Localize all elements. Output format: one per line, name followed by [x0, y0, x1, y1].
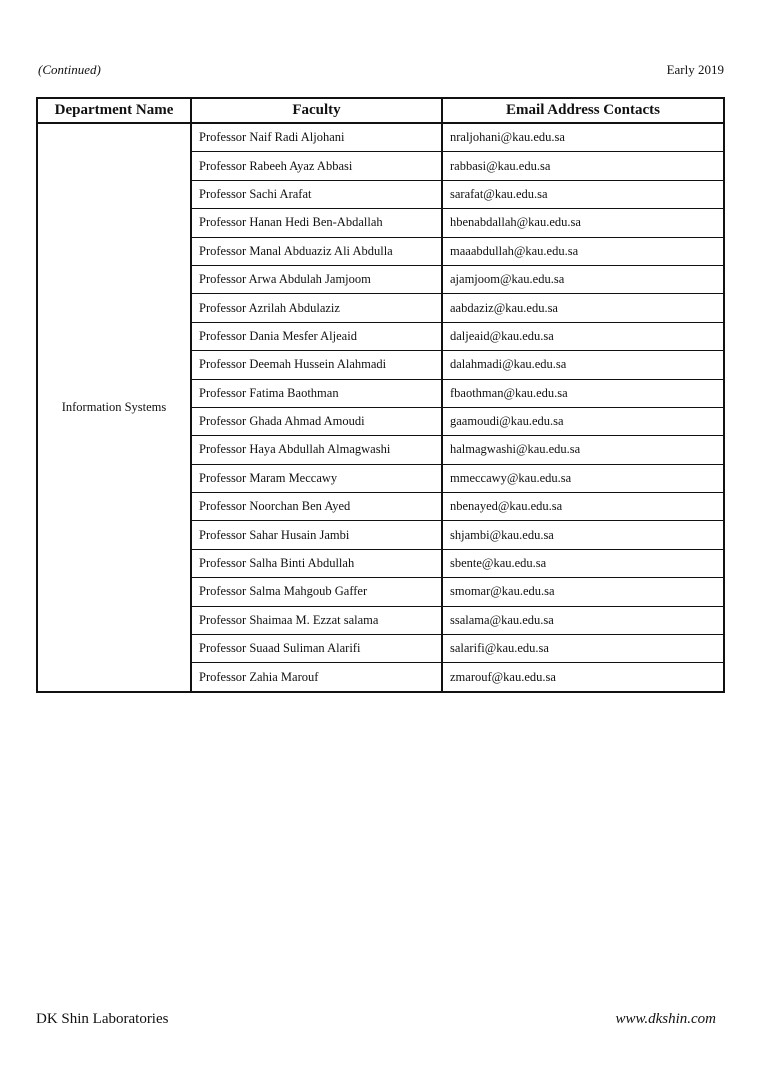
email-cell[interactable]: nbenayed@kau.edu.sa — [442, 493, 724, 521]
faculty-name-cell: Professor Manal Abduaziz Ali Abdulla — [191, 237, 442, 265]
table-row — [37, 123, 724, 152]
faculty-name-cell: Professor Ghada Ahmad Amoudi — [191, 407, 442, 435]
faculty-name-cell: Professor Naif Radi Aljohani — [191, 123, 442, 152]
faculty-name-cell: Professor Deemah Hussein Alahmadi — [191, 351, 442, 379]
email-cell[interactable]: halmagwashi@kau.edu.sa — [442, 436, 724, 464]
continued-label: (Continued) — [38, 62, 101, 77]
faculty-name-cell: Professor Maram Meccawy — [191, 464, 442, 492]
faculty-name-cell: Professor Suaad Suliman Alarifi — [191, 635, 442, 663]
faculty-name-cell: Professor Shaimaa M. Ezzat salama — [191, 606, 442, 634]
email-cell[interactable]: aabdaziz@kau.edu.sa — [442, 294, 724, 322]
email-cell[interactable]: ssalama@kau.edu.sa — [442, 606, 724, 634]
department-name-cell: Information Systems — [37, 123, 191, 692]
email-cell[interactable]: daljeaid@kau.edu.sa — [442, 322, 724, 350]
email-cell[interactable]: dalahmadi@kau.edu.sa — [442, 351, 724, 379]
email-cell[interactable]: ajamjoom@kau.edu.sa — [442, 265, 724, 293]
faculty-name-cell: Professor Fatima Baothman — [191, 379, 442, 407]
faculty-name-cell: Professor Rabeeh Ayaz Abbasi — [191, 152, 442, 180]
faculty-name-cell: Professor Zahia Marouf — [191, 663, 442, 692]
date-label: Early 2019 — [666, 62, 724, 77]
table-header-row — [37, 98, 724, 123]
email-cell[interactable]: zmarouf@kau.edu.sa — [442, 663, 724, 692]
column-header-email: Email Address Contacts — [442, 98, 724, 123]
email-cell[interactable]: smomar@kau.edu.sa — [442, 578, 724, 606]
email-cell[interactable]: gaamoudi@kau.edu.sa — [442, 407, 724, 435]
column-header-faculty: Faculty — [191, 98, 442, 123]
faculty-name-cell: Professor Azrilah Abdulaziz — [191, 294, 442, 322]
faculty-name-cell: Professor Salma Mahgoub Gaffer — [191, 578, 442, 606]
email-cell[interactable]: salarifi@kau.edu.sa — [442, 635, 724, 663]
faculty-directory-table — [36, 97, 725, 693]
email-cell[interactable]: hbenabdallah@kau.edu.sa — [442, 209, 724, 237]
footer-website-link[interactable]: www.dkshin.com — [615, 1011, 716, 1027]
faculty-name-cell: Professor Sahar Husain Jambi — [191, 521, 442, 549]
email-cell[interactable]: fbaothman@kau.edu.sa — [442, 379, 724, 407]
faculty-name-cell: Professor Haya Abdullah Almagwashi — [191, 436, 442, 464]
email-cell[interactable]: shjambi@kau.edu.sa — [442, 521, 724, 549]
email-cell[interactable]: sbente@kau.edu.sa — [442, 549, 724, 577]
faculty-name-cell: Professor Salha Binti Abdullah — [191, 549, 442, 577]
footer-publisher: DK Shin Laboratories — [36, 1011, 169, 1027]
column-header-department: Department Name — [37, 98, 191, 123]
email-cell[interactable]: maaabdullah@kau.edu.sa — [442, 237, 724, 265]
faculty-name-cell: Professor Sachi Arafat — [191, 180, 442, 208]
faculty-name-cell: Professor Noorchan Ben Ayed — [191, 493, 442, 521]
faculty-name-cell: Professor Hanan Hedi Ben-Abdallah — [191, 209, 442, 237]
email-cell[interactable]: mmeccawy@kau.edu.sa — [442, 464, 724, 492]
email-cell[interactable]: sarafat@kau.edu.sa — [442, 180, 724, 208]
email-cell[interactable]: rabbasi@kau.edu.sa — [442, 152, 724, 180]
faculty-name-cell: Professor Arwa Abdulah Jamjoom — [191, 265, 442, 293]
faculty-name-cell: Professor Dania Mesfer Aljeaid — [191, 322, 442, 350]
email-cell[interactable]: nraljohani@kau.edu.sa — [442, 123, 724, 152]
